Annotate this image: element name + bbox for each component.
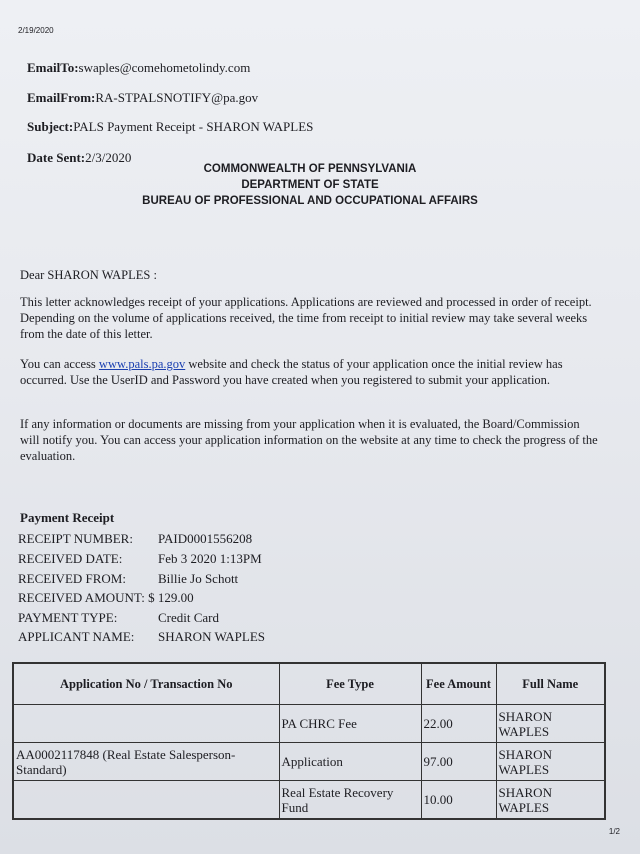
receipt-row	[18, 531, 252, 547]
receipt-value: Billie Jo Schott	[158, 571, 239, 586]
receipt-row	[18, 571, 238, 587]
greeting: Dear SHARON WAPLES :	[20, 268, 157, 282]
paragraph-2-start: You can access	[20, 357, 99, 371]
receipt-label: RECEIVED AMOUNT:	[18, 590, 145, 605]
receipt-row	[18, 610, 219, 626]
org-line-1: COMMONWEALTH OF PENNSYLVANIA	[203, 163, 417, 175]
paragraph-1: This letter acknowledges receipt of your applications. Applications are reviewed and processed in order of receipt. Depending on the volume of applications received, the time from receipt to initial review may take several weeks from the date of this letter.	[20, 295, 592, 341]
email-subject-line	[27, 119, 313, 135]
email-date-label: Date Sent:	[27, 150, 86, 165]
pals-website-link[interactable]: www.pals.pa.gov	[98, 357, 186, 371]
org-line-2: DEPARTMENT OF STATE	[241, 179, 379, 191]
cell-full-name: SHARON WAPLES	[496, 743, 605, 781]
cell-application-no: AA0002117848 (Real Estate Salesperson-Standard)	[13, 743, 279, 781]
print-date: 2/19/2020	[18, 26, 54, 35]
cell-fee-amount: 97.00	[421, 743, 496, 781]
cell-full-name: SHARON WAPLES	[496, 781, 605, 820]
cell-fee-type: PA CHRC Fee	[279, 705, 421, 743]
table-row	[13, 705, 605, 743]
table-header-row	[13, 663, 605, 705]
receipt-value: PAID0001556208	[158, 531, 253, 546]
header-full-name: Full Name	[496, 663, 605, 705]
table-row	[13, 781, 605, 820]
receipt-label: RECEIVED DATE:	[18, 551, 123, 566]
receipt-label: RECEIVED FROM:	[18, 571, 126, 586]
receipt-label: PAYMENT TYPE:	[18, 610, 118, 625]
email-date-value: 2/3/2020	[85, 150, 132, 165]
header-fee-type: Fee Type	[279, 663, 421, 705]
receipt-value: Credit Card	[158, 610, 220, 625]
payment-receipt-title: Payment Receipt	[20, 510, 115, 525]
receipt-value: Feb 3 2020 1:13PM	[158, 551, 262, 566]
cell-fee-amount: 22.00	[421, 705, 496, 743]
fee-table	[12, 662, 606, 820]
email-to-value: swaples@comehometolindy.com	[78, 60, 251, 75]
receipt-label: RECEIPT NUMBER:	[18, 531, 133, 546]
receipt-row	[18, 551, 262, 567]
cell-application-no	[13, 705, 279, 743]
receipt-row	[18, 629, 265, 645]
paragraph-2	[20, 356, 600, 388]
cell-application-no	[13, 781, 279, 820]
email-subject-label: Subject:	[27, 119, 74, 134]
paragraph-3: If any information or documents are missing from your application when it is evaluated, the Board/Commission will notify you. You can access your application information on the website at any time to check the progress of the evaluation.	[20, 417, 598, 463]
email-to-label: EmailTo:	[27, 60, 79, 75]
cell-full-name: SHARON WAPLES	[496, 705, 605, 743]
header-application-no: Application No / Transaction No	[13, 663, 279, 705]
email-from-value: RA-STPALSNOTIFY@pa.gov	[95, 90, 259, 105]
cell-fee-type: Real Estate Recovery Fund	[279, 781, 421, 820]
org-line-3: BUREAU OF PROFESSIONAL AND OCCUPATIONAL AFFAIRS	[142, 195, 478, 207]
email-subject-value: PALS Payment Receipt - SHARON WAPLES	[73, 119, 314, 134]
paragraph-2-end: website and check the status of your application once the initial review has occurred. Use the UserID and Password you have created when you registered to submit your application.	[20, 357, 563, 387]
email-to-line	[27, 60, 250, 76]
receipt-value: SHARON WAPLES	[158, 629, 266, 644]
cell-fee-type: Application	[279, 743, 421, 781]
email-from-label: EmailFrom:	[27, 90, 96, 105]
receipt-value: $ 129.00	[148, 590, 194, 605]
email-from-line	[27, 90, 258, 106]
header-fee-amount: Fee Amount	[421, 663, 496, 705]
table-row	[13, 743, 605, 781]
page-number: 1/2	[608, 827, 620, 836]
receipt-label: APPLICANT NAME:	[18, 629, 135, 644]
cell-fee-amount: 10.00	[421, 781, 496, 820]
receipt-row	[18, 590, 194, 606]
